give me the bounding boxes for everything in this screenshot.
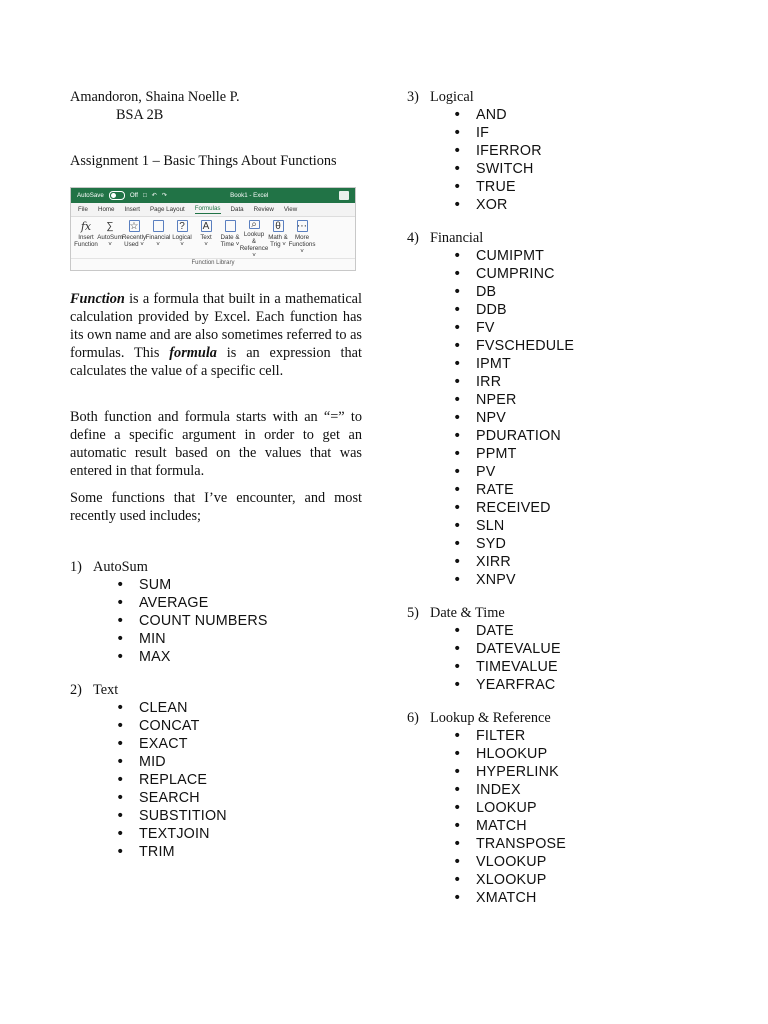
- function-item: • SYD: [453, 535, 707, 553]
- function-category: [407, 604, 707, 694]
- ribbon-button: [99, 220, 121, 258]
- function-item: • XLOOKUP: [453, 871, 707, 889]
- function-category: [70, 681, 362, 861]
- fx-icon: fx: [80, 219, 92, 233]
- function-item: • RECEIVED: [453, 499, 707, 517]
- function-item: • YEARFRAC: [453, 676, 707, 694]
- ribbon-button-label: Function: [74, 241, 98, 248]
- category-heading: [70, 681, 362, 699]
- ribbon-button-label: More: [294, 234, 310, 241]
- function-item: • XOR: [453, 196, 707, 214]
- ribbon-tab: Home: [97, 206, 115, 213]
- ribbon-button: [147, 220, 169, 258]
- ribbon-button: [239, 219, 269, 259]
- function-item: • REPLACE: [116, 771, 362, 789]
- function-list: [70, 576, 362, 666]
- function-item: • SUM: [116, 576, 362, 594]
- function-item: • EXACT: [116, 735, 362, 753]
- ribbon-button-label: Trig ˅: [270, 241, 286, 248]
- ribbon-button: [75, 220, 97, 258]
- ribbon-tabs: [71, 203, 355, 217]
- ribbon-tab: File: [78, 206, 88, 213]
- math-icon: θ: [273, 220, 284, 232]
- ribbon-button-label: ˅: [180, 241, 184, 248]
- function-item: • CONCAT: [116, 717, 362, 735]
- function-item: • INDEX: [453, 781, 707, 799]
- function-item: • TRIM: [116, 843, 362, 861]
- ribbon-group-label: Function Library: [71, 258, 355, 270]
- author-name: Amandoron, Shaina Noelle P.: [70, 89, 240, 105]
- function-item: • DDB: [453, 301, 707, 319]
- workbook-title: Book1 - Excel: [230, 192, 269, 199]
- paragraph-recent-functions: Some functions that I’ve encounter, and most recently used includes;: [70, 490, 362, 524]
- function-item: • PDURATION: [453, 427, 707, 445]
- search-icon: [339, 191, 349, 200]
- ribbon-button: [267, 220, 289, 258]
- function-item: • DATE: [453, 622, 707, 640]
- function-item: • FV: [453, 319, 707, 337]
- calendar-icon: [225, 220, 236, 232]
- function-item: • FVSCHEDULE: [453, 337, 707, 355]
- function-item: • CUMPRINC: [453, 265, 707, 283]
- category-number: 6): [407, 710, 419, 726]
- right-column: [407, 88, 707, 907]
- ribbon-tab: Data: [230, 206, 244, 213]
- autosave-state: Off: [129, 192, 138, 199]
- paragraph-equals-sign: Both function and formula starts with an “=” to define a specific argument in order to get an automatic result based on the values that was entered in that formula.: [70, 409, 362, 479]
- ribbon-button-label: ˅: [156, 241, 160, 248]
- excel-ribbon-image: [70, 187, 356, 271]
- category-title: Logical: [430, 89, 474, 105]
- function-category: [70, 558, 362, 666]
- function-item: • TRANSPOSE: [453, 835, 707, 853]
- category-heading: [70, 558, 362, 576]
- paragraph-text: is an expression that calculates the value of a specific cell.: [70, 345, 362, 379]
- function-item: • VLOOKUP: [453, 853, 707, 871]
- ribbon-title-bar: [71, 188, 355, 203]
- category-title: AutoSum: [93, 559, 148, 575]
- function-item: • PV: [453, 463, 707, 481]
- sigma-icon: ∑: [106, 220, 114, 232]
- ribbon-button: [288, 220, 316, 258]
- ribbon-button-label: ˅: [204, 241, 208, 248]
- function-item: • HLOOKUP: [453, 745, 707, 763]
- function-item: • RATE: [453, 481, 707, 499]
- left-column: [70, 88, 362, 861]
- function-item: • XNPV: [453, 571, 707, 589]
- function-category: [407, 88, 707, 214]
- ribbon-button-label: Logical: [172, 234, 192, 241]
- star-icon: ☆: [129, 220, 139, 232]
- autosave-toggle-icon: [109, 191, 125, 200]
- function-list: [407, 622, 707, 694]
- function-list: [407, 727, 707, 907]
- ribbon-button-label: Functions ˅: [288, 241, 316, 255]
- function-list: [407, 106, 707, 214]
- redo-icon: ↷: [161, 192, 168, 199]
- ribbon-button-label: Financial: [145, 234, 171, 241]
- ribbon-button-label: ˅: [108, 241, 112, 248]
- book-icon: [153, 220, 164, 232]
- function-item: • XIRR: [453, 553, 707, 571]
- function-item: • TRUE: [453, 178, 707, 196]
- function-category: [407, 229, 707, 589]
- function-item: • MATCH: [453, 817, 707, 835]
- ribbon-button-label: Insert: [78, 234, 94, 241]
- function-item: • TIMEVALUE: [453, 658, 707, 676]
- save-icon: □: [142, 192, 147, 199]
- question-icon: ?: [177, 220, 188, 232]
- ribbon-button-label: Lookup &: [243, 231, 265, 245]
- ribbon-button-label: Reference ˅: [239, 245, 269, 259]
- function-category: [407, 709, 707, 907]
- category-title: Date & Time: [430, 605, 505, 621]
- function-item: • PPMT: [453, 445, 707, 463]
- function-item: • AVERAGE: [116, 594, 362, 612]
- category-number: 3): [407, 89, 419, 105]
- term-function: Function: [70, 291, 125, 307]
- function-list: [70, 699, 362, 861]
- function-item: • NPER: [453, 391, 707, 409]
- function-item: • IPMT: [453, 355, 707, 373]
- ribbon-buttons: [71, 217, 355, 258]
- category-title: Financial: [430, 230, 484, 246]
- function-item: • CUMIPMT: [453, 247, 707, 265]
- function-item: • LOOKUP: [453, 799, 707, 817]
- ribbon-button-label: Recently: [121, 234, 147, 241]
- category-number: 1): [70, 559, 82, 575]
- function-item: • CLEAN: [116, 699, 362, 717]
- text-icon: A: [201, 220, 212, 232]
- function-item: • IFERROR: [453, 142, 707, 160]
- undo-icon: ↶: [151, 192, 157, 199]
- function-item: • SLN: [453, 517, 707, 535]
- assignment-title: Assignment 1 – Basic Things About Functions: [70, 153, 337, 169]
- function-item: • COUNT NUMBERS: [116, 612, 362, 630]
- left-sections: [70, 558, 362, 861]
- category-number: 2): [70, 682, 82, 698]
- function-item: • HYPERLINK: [453, 763, 707, 781]
- function-item: • SWITCH: [453, 160, 707, 178]
- paragraph-function-definition: [70, 290, 362, 380]
- ribbon-button: [219, 220, 241, 258]
- function-item: • AND: [453, 106, 707, 124]
- ribbon-tab: Review: [253, 206, 274, 213]
- category-heading: [407, 604, 707, 622]
- ribbon-button: [171, 220, 193, 258]
- ribbon-button-label: Date &: [220, 234, 240, 241]
- category-number: 4): [407, 230, 419, 246]
- paragraph-text: is a formula that built in a mathematical calculation provided by Excel. Each function has its own name and are also sometimes referred to as formulas. This: [70, 291, 362, 361]
- ribbon-button-label: Time ˅: [220, 241, 240, 248]
- function-item: • TEXTJOIN: [116, 825, 362, 843]
- function-item: • MIN: [116, 630, 362, 648]
- ribbon-tab: Formulas: [194, 205, 221, 212]
- function-item: • NPV: [453, 409, 707, 427]
- function-item: • IRR: [453, 373, 707, 391]
- function-item: • SUBSTITION: [116, 807, 362, 825]
- category-heading: [407, 709, 707, 727]
- ribbon-tab: Insert: [124, 206, 140, 213]
- function-item: • XMATCH: [453, 889, 707, 907]
- term-formula: formula: [169, 345, 217, 361]
- category-number: 5): [407, 605, 419, 621]
- right-sections: [407, 88, 707, 907]
- ribbon-button-label: Text: [200, 234, 212, 241]
- lookup-icon: ⌕: [249, 220, 260, 229]
- class-section: BSA 2B: [116, 107, 164, 123]
- category-heading: [407, 229, 707, 247]
- category-heading: [407, 88, 707, 106]
- function-item: • DATEVALUE: [453, 640, 707, 658]
- autosave-label: AutoSave: [77, 192, 104, 199]
- ribbon-button: [123, 220, 145, 258]
- function-item: • MID: [116, 753, 362, 771]
- ribbon-button: [195, 220, 217, 258]
- ribbon-tab: View: [283, 206, 298, 213]
- function-item: • MAX: [116, 648, 362, 666]
- ribbon-button-label: Used ˅: [124, 241, 144, 248]
- category-title: Lookup & Reference: [430, 710, 551, 726]
- function-list: [407, 247, 707, 589]
- ribbon-button-label: Math &: [268, 234, 288, 241]
- ribbon-tab: Page Layout: [149, 206, 185, 213]
- function-item: • DB: [453, 283, 707, 301]
- more-icon: ⋯: [297, 220, 307, 232]
- category-title: Text: [93, 682, 119, 698]
- function-item: • FILTER: [453, 727, 707, 745]
- function-item: • IF: [453, 124, 707, 142]
- ribbon-button-label: AutoSum: [97, 234, 123, 241]
- function-item: • SEARCH: [116, 789, 362, 807]
